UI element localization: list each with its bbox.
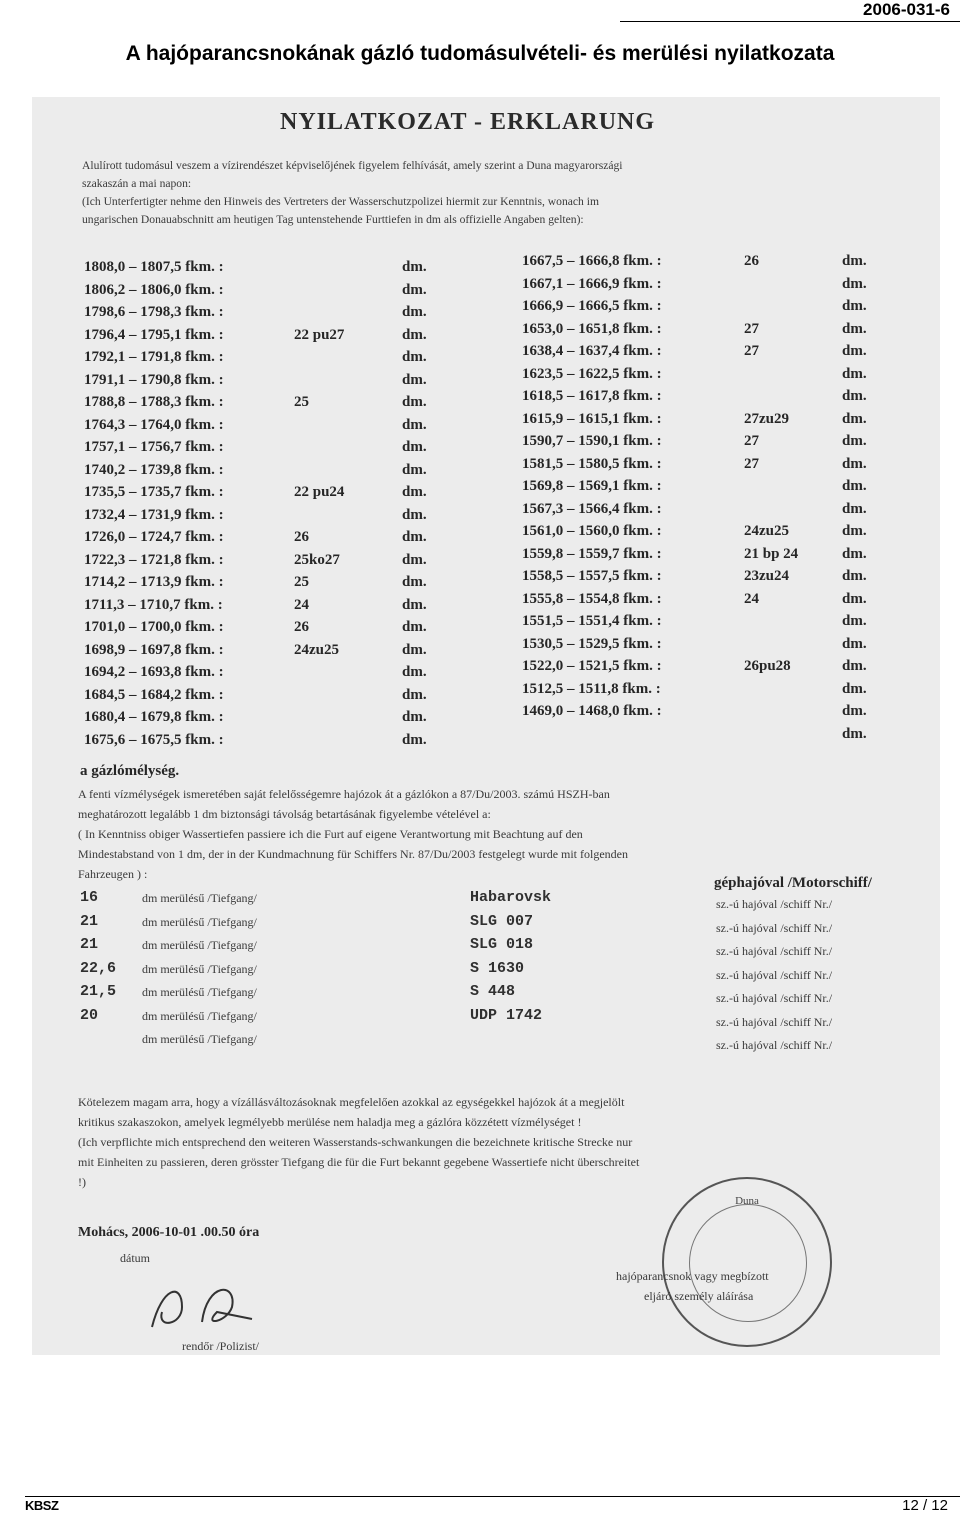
ford-range: 1590,7 – 1590,1 fkm. : <box>522 433 662 449</box>
official-stamp <box>662 1177 832 1347</box>
ford-depth: 24 <box>294 596 309 613</box>
ford-depth: 27zu29 <box>744 410 789 427</box>
ford-range: 1792,1 – 1791,8 fkm. : <box>84 349 224 365</box>
ford-unit: dm. <box>402 641 427 658</box>
vessel-draft: 20 <box>80 1006 99 1024</box>
ford-range: 1694,2 – 1693,8 fkm. : <box>84 664 224 680</box>
ford-range: 1666,9 – 1666,5 fkm. : <box>522 298 662 314</box>
ford-unit: dm. <box>402 664 427 680</box>
ford-unit: dm. <box>402 461 427 478</box>
intro-line: szakaszán a mai napon: <box>82 177 192 190</box>
notice-line: Fahrzeugen ) : <box>78 867 148 881</box>
ford-unit: dm. <box>402 371 427 388</box>
vessel-draft-label: dm merülésű /Tiefgang/ <box>142 1008 257 1023</box>
vessel-draft: 21,5 <box>80 983 117 1000</box>
ford-unit: dm. <box>402 506 427 523</box>
ford-range: 1798,6 – 1798,3 fkm. : <box>84 304 224 320</box>
vessel-name: Habarovsk <box>470 889 552 906</box>
vessel-draft-label: dm merülésű /Tiefgang/ <box>142 985 257 999</box>
stamp-inner-ring <box>689 1204 807 1322</box>
ford-depth: 27 <box>744 343 759 359</box>
ford-range: 1796,4 – 1795,1 fkm. : <box>84 326 224 343</box>
ford-range: 1711,3 – 1710,7 fkm. : <box>84 596 223 613</box>
commitment-line: !) <box>78 1175 86 1189</box>
ford-depth: 27 <box>744 320 759 337</box>
ford-depth: 26 <box>294 529 309 545</box>
ford-depth: 24zu25 <box>744 523 789 539</box>
ford-unit: dm. <box>402 394 427 410</box>
vessel-type: sz.-ú hajóval /schiff Nr./ <box>716 944 833 958</box>
ford-unit: dm. <box>402 686 427 703</box>
vessel-draft: 22,6 <box>80 959 117 977</box>
ford-unit: dm. <box>402 439 427 455</box>
ford-unit: dm. <box>402 731 427 748</box>
page-heading: A hajóparancsnokának gázló tudomásulvételi- és merülési nyilatkozata <box>125 42 835 65</box>
ford-unit: dm. <box>842 590 867 607</box>
ford-range: 1667,5 – 1666,8 fkm. : <box>522 253 662 269</box>
ford-range: 1569,8 – 1569,1 fkm. : <box>522 478 662 494</box>
place-date: Mohács, 2006-10-01 .00.50 óra <box>78 1225 260 1240</box>
notice-line: meghatározott legalább 1 dm biztonsági távolság betartásának figyelembe vételével a: <box>78 807 491 821</box>
ford-unit: dm. <box>842 298 867 314</box>
vessel-draft-label: dm merülésű /Tiefgang/ <box>142 961 257 976</box>
police-label: rendőr /Polizist/ <box>182 1339 259 1353</box>
page-number: 12 / 12 <box>902 1497 948 1514</box>
doc-id-rule <box>620 21 960 22</box>
ford-depth: 27 <box>744 455 759 472</box>
ford-unit: dm. <box>842 433 867 449</box>
vessel-draft-label: dm merülésű /Tiefgang/ <box>142 1032 257 1046</box>
commitment-line: Kötelezem magam arra, hogy a vízállásváltozásoknak megfelelően azokkal az egységekkel hajózok át a megjelölt <box>78 1095 625 1109</box>
ford-depth: 23zu24 <box>744 568 789 584</box>
ford-unit: dm. <box>842 455 867 472</box>
ford-unit: dm. <box>402 304 427 320</box>
vessel-draft-label: dm merülésű /Tiefgang/ <box>142 938 257 952</box>
ford-range: 1469,0 – 1468,0 fkm. : <box>522 703 662 719</box>
ford-range: 1788,8 – 1788,3 fkm. : <box>84 394 224 410</box>
ford-range: 1698,9 – 1697,8 fkm. : <box>84 641 224 658</box>
ford-unit: dm. <box>842 635 867 652</box>
ford-unit: dm. <box>842 275 867 292</box>
ford-range: 1522,0 – 1521,5 fkm. : <box>522 658 662 674</box>
ford-depth: 25 <box>294 394 309 410</box>
ford-unit: dm. <box>842 725 867 742</box>
ford-unit: dm. <box>842 365 867 382</box>
ford-unit: dm. <box>842 680 867 697</box>
ford-range: 1806,2 – 1806,0 fkm. : <box>84 281 224 298</box>
ford-range: 1558,5 – 1557,5 fkm. : <box>522 568 662 584</box>
ford-range: 1757,1 – 1756,7 fkm. : <box>84 439 224 455</box>
ford-range: 1559,8 – 1559,7 fkm. : <box>522 545 662 562</box>
ford-depth: 25 <box>294 574 309 590</box>
vessel-draft: 16 <box>80 889 99 906</box>
intro-line: ungarischen Donauabschnitt am heutigen Tag untenstehende Furttiefen in dm als offizielle Angaben gelten): <box>82 213 584 226</box>
ford-range: 1653,0 – 1651,8 fkm. : <box>522 320 662 337</box>
ford-depth: 26 <box>744 253 759 269</box>
vessel-header: géphajóval /Motorschiff/ <box>714 875 872 891</box>
ford-depth: 26 <box>294 619 309 635</box>
captain-sign-label: hajóparancsnok vagy megbízott <box>616 1269 769 1283</box>
vessel-type: sz.-ú hajóval /schiff Nr./ <box>716 897 833 911</box>
ford-range: 1512,5 – 1511,8 fkm. : <box>522 680 661 697</box>
ford-depth: 26pu28 <box>744 658 791 674</box>
ford-unit: dm. <box>842 253 867 269</box>
ford-unit: dm. <box>402 281 427 298</box>
ford-unit: dm. <box>842 568 867 584</box>
scan-title: NYILATKOZAT - ERKLARUNG <box>280 109 656 135</box>
notice-line: Mindestabstand von 1 dm, der in der Kundmachnung für Schiffers Nr. 87/Du/2003 festgelegt wurde mit folgenden <box>78 847 629 861</box>
vessel-draft-label: dm merülésű /Tiefgang/ <box>142 891 257 905</box>
ford-range: 1726,0 – 1724,7 fkm. : <box>84 529 224 545</box>
vessel-name: S 1630 <box>470 959 525 977</box>
vessel-type: sz.-ú hajóval /schiff Nr./ <box>716 1014 833 1029</box>
ford-range: 1623,5 – 1622,5 fkm. : <box>522 365 662 382</box>
ford-unit: dm. <box>842 478 867 494</box>
ford-unit: dm. <box>402 709 427 725</box>
ford-depth: 25ko27 <box>294 551 340 568</box>
ford-range: 1638,4 – 1637,4 fkm. : <box>522 343 662 359</box>
vessel-name: SLG 007 <box>470 912 534 930</box>
ford-range: 1618,5 – 1617,8 fkm. : <box>522 388 662 404</box>
vessel-name: UDP 1742 <box>470 1006 543 1024</box>
ford-range: 1684,5 – 1684,2 fkm. : <box>84 686 224 703</box>
ford-unit: dm. <box>842 613 867 629</box>
ford-unit: dm. <box>842 523 867 539</box>
ford-range: 1530,5 – 1529,5 fkm. : <box>522 635 662 652</box>
ford-range: 1714,2 – 1713,9 fkm. : <box>84 574 224 590</box>
police-signature <box>142 1277 292 1337</box>
ford-unit: dm. <box>402 259 427 275</box>
ford-range: 1567,3 – 1566,4 fkm. : <box>522 500 662 517</box>
ford-depth: 22 pu27 <box>294 326 345 343</box>
notice-line: ( In Kenntniss obiger Wassertiefen passiere ich die Furt auf eigene Verantwortung mit Beachtung auf den <box>78 827 583 841</box>
ford-unit: dm. <box>842 658 867 674</box>
vessel-type: sz.-ú hajóval /schiff Nr./ <box>716 991 833 1005</box>
ford-unit: dm. <box>402 529 427 545</box>
ford-unit: dm. <box>842 410 867 427</box>
ford-range: 1561,0 – 1560,0 fkm. : <box>522 523 662 539</box>
ford-range: 1764,3 – 1764,0 fkm. : <box>84 416 224 433</box>
ford-depth: 27 <box>744 433 759 449</box>
ford-unit: dm. <box>402 596 427 613</box>
ford-unit: dm. <box>842 388 867 404</box>
ford-unit: dm. <box>842 320 867 337</box>
footer-rule <box>25 1496 960 1497</box>
intro-line: Alulírott tudomásul veszem a vízirendészet képviselőjének figyelem felhívását, amely szerint a Duna magyarországi <box>82 159 623 172</box>
ford-unit: dm. <box>402 574 427 590</box>
ford-unit: dm. <box>842 343 867 359</box>
ford-range: 1740,2 – 1739,8 fkm. : <box>84 461 224 478</box>
vessel-draft-label: dm merülésű /Tiefgang/ <box>142 914 257 929</box>
ford-unit: dm. <box>842 545 867 562</box>
vessel-type: sz.-ú hajóval /schiff Nr./ <box>716 967 833 982</box>
commitment-line: kritikus szakaszokon, amelyek legmélyebb merülése nem haladja meg a gázlóra közzétett vízmélységet ! <box>78 1115 582 1129</box>
ford-range: 1615,9 – 1615,1 fkm. : <box>522 410 662 427</box>
vessel-name: SLG 018 <box>470 936 534 953</box>
vessel-draft: 21 <box>80 912 99 930</box>
ford-depth: 22 pu24 <box>294 484 345 500</box>
doc-id: 2006-031-6 <box>863 0 950 19</box>
ford-range: 1581,5 – 1580,5 fkm. : <box>522 455 662 472</box>
ford-depth: 21 bp 24 <box>744 545 799 562</box>
ford-unit: dm. <box>402 416 427 433</box>
notice-line: A fenti vízmélységek ismeretében saját felelősségemre hajózok át a gázlókon a 87/Du/2003. számú HSZH-ban <box>78 787 610 801</box>
ford-range: 1808,0 – 1807,5 fkm. : <box>84 259 224 275</box>
gazlo-label: a gázlómélység. <box>80 763 180 779</box>
ford-unit: dm. <box>402 619 427 635</box>
ford-unit: dm. <box>402 484 427 500</box>
ford-range: 1701,0 – 1700,0 fkm. : <box>84 619 224 635</box>
footer-logo: KBSZ <box>25 1498 59 1513</box>
commitment-line: (Ich verpflichte mich entsprechend den weiteren Wasserstands-schwankungen die bezeichnete kritische Strecke nur <box>78 1135 633 1149</box>
ford-range: 1667,1 – 1666,9 fkm. : <box>522 275 662 292</box>
ford-range: 1551,5 – 1551,4 fkm. : <box>522 613 662 629</box>
ford-depth: 24 <box>744 590 759 607</box>
ford-unit: dm. <box>842 500 867 517</box>
ford-range: 1722,3 – 1721,8 fkm. : <box>84 551 224 568</box>
ford-range: 1735,5 – 1735,7 fkm. : <box>84 484 224 500</box>
scanned-declaration <box>32 97 940 1355</box>
ford-unit: dm. <box>402 326 427 343</box>
ford-range: 1555,8 – 1554,8 fkm. : <box>522 590 662 607</box>
ford-range: 1791,1 – 1790,8 fkm. : <box>84 371 224 388</box>
ford-depth: 24zu25 <box>294 641 339 658</box>
captain-sign-label-2: eljáró személy aláírása <box>644 1289 754 1303</box>
ford-unit: dm. <box>842 703 867 719</box>
ford-range: 1680,4 – 1679,8 fkm. : <box>84 709 224 725</box>
ford-unit: dm. <box>402 349 427 365</box>
intro-line: (Ich Unterfertigter nehme den Hinweis des Vertreters der Wasserschutzpolizei hiermit zur Kenntnis, wonach im <box>82 195 599 208</box>
vessel-type: sz.-ú hajóval /schiff Nr./ <box>716 920 833 935</box>
ford-unit: dm. <box>402 551 427 568</box>
datum-label: dátum <box>120 1251 150 1265</box>
stamp-text: Duna <box>735 1195 759 1207</box>
ford-range: 1675,6 – 1675,5 fkm. : <box>84 731 224 748</box>
vessel-draft: 21 <box>80 936 99 953</box>
vessel-name: S 448 <box>470 983 516 1000</box>
commitment-line: mit Einheiten zu passieren, deren grösster Tiefgang die für die Furt bekannt gegebene Wassertiefe nicht überschreitet <box>78 1155 640 1169</box>
ford-range: 1732,4 – 1731,9 fkm. : <box>84 506 224 523</box>
vessel-type: sz.-ú hajóval /schiff Nr./ <box>716 1038 833 1052</box>
